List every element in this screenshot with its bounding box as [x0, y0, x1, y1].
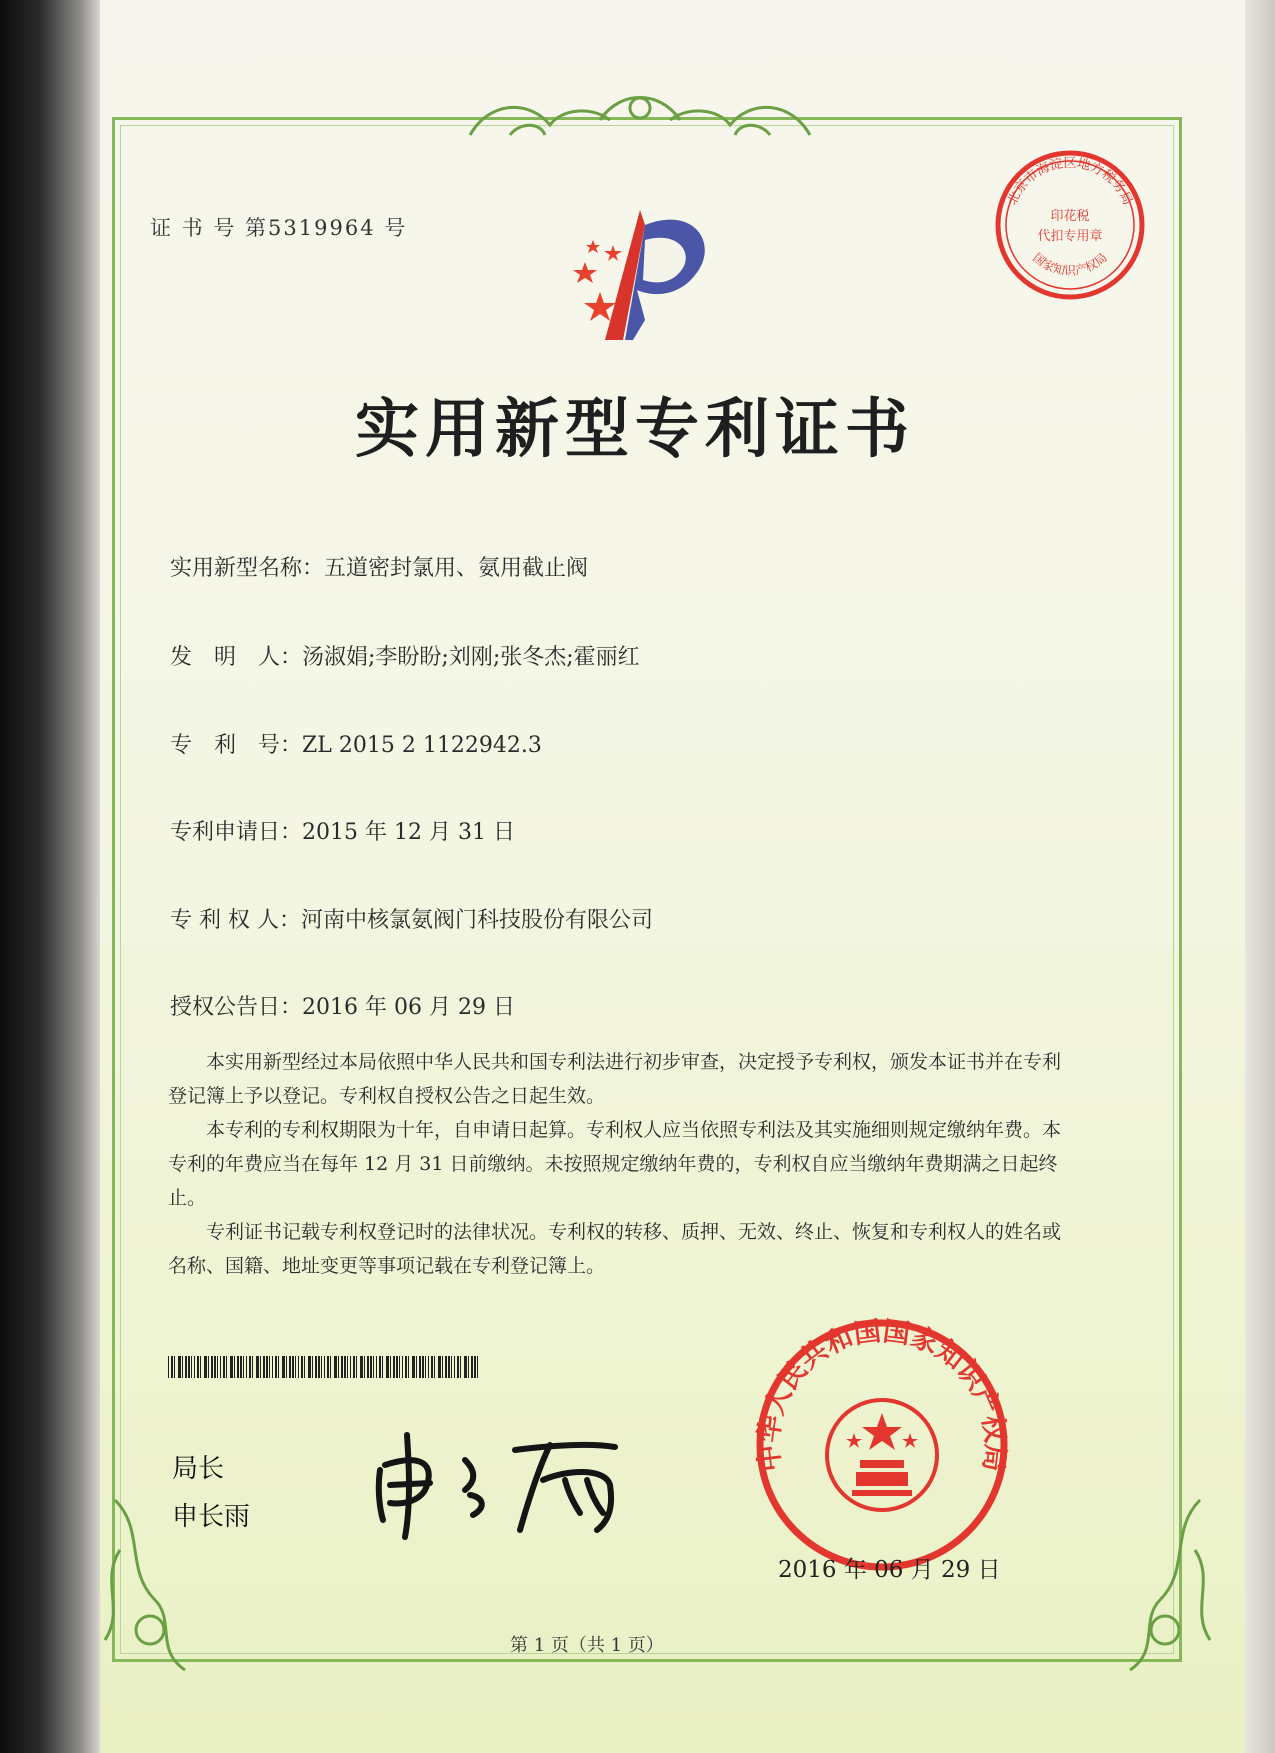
barcode-bar: [460, 1356, 461, 1378]
barcode-bar: [416, 1356, 417, 1378]
barcode-bar: [246, 1356, 247, 1378]
office-seal: [752, 1315, 1012, 1575]
field-value: 五道密封氯用、氨用截止阀: [324, 556, 589, 581]
barcode-bar: [442, 1356, 443, 1378]
field-grant-date: [170, 990, 515, 1021]
barcode-bar: [379, 1356, 381, 1378]
barcode-bar: [360, 1356, 363, 1378]
barcode-bar: [468, 1356, 469, 1378]
barcode-bar: [330, 1356, 331, 1378]
barcode-bar: [445, 1356, 447, 1378]
certificate-inner-border: [120, 125, 1174, 1654]
barcode-bar: [318, 1356, 320, 1378]
barcode-bar: [364, 1356, 365, 1378]
field-value: ZL 2015 2 1122942.3: [302, 733, 542, 758]
barcode-bar: [393, 1356, 395, 1378]
barcode-bar: [223, 1356, 225, 1378]
barcode-bar: [220, 1356, 221, 1378]
field-utility-model-name: [170, 551, 588, 582]
barcode-bar: [263, 1356, 265, 1378]
tax-stamp-inner-1: 印花税: [1050, 209, 1090, 224]
barcode-bar: [428, 1356, 429, 1378]
barcode-bar: [266, 1356, 268, 1378]
field-patent-number: [170, 728, 542, 759]
barcode-bar: [434, 1356, 435, 1378]
barcode-bar: [243, 1356, 244, 1378]
barcode-bar: [269, 1356, 270, 1378]
barcode-bar: [174, 1356, 175, 1378]
field-label: 专 利 号：: [170, 733, 303, 758]
tax-stamp: [990, 145, 1150, 305]
svg-text:中华人民共和国国家知识产权局: [753, 1316, 1010, 1473]
barcode-bar: [454, 1356, 455, 1378]
barcode-bar: [448, 1356, 450, 1378]
field-value: 河南中核氯氨阀门科技股份有限公司: [300, 908, 653, 933]
barcode-bar: [344, 1356, 346, 1378]
barcode-bar: [402, 1356, 403, 1378]
barcode-bar: [252, 1356, 253, 1378]
director-name: 申长雨: [172, 1502, 251, 1532]
barcode-bar: [292, 1356, 294, 1378]
field-label: 专 利 权 人：: [170, 908, 301, 933]
barcode-bar: [327, 1356, 329, 1378]
barcode-bar: [256, 1356, 259, 1378]
barcode-bar: [338, 1356, 339, 1378]
barcode-bar: [341, 1356, 343, 1378]
barcode-bar: [211, 1356, 213, 1378]
barcode-bar: [321, 1356, 322, 1378]
barcode-bar: [272, 1356, 273, 1378]
field-value: 2015 年 12 月 31 日: [302, 820, 515, 845]
barcode-bar: [217, 1356, 218, 1378]
barcode-bar: [350, 1356, 351, 1378]
barcode-bar: [234, 1356, 235, 1378]
barcode-bar: [240, 1356, 242, 1378]
barcode-bar: [178, 1356, 181, 1378]
field-label: 实用新型名称：: [170, 556, 325, 581]
barcode-bar: [188, 1356, 190, 1378]
patent-office-logo-icon: [545, 200, 745, 350]
barcode-bar: [168, 1356, 169, 1378]
barcode-bar: [422, 1356, 424, 1378]
barcode-bar: [308, 1356, 311, 1378]
bottom-right-ornament: [1080, 1490, 1220, 1690]
barcode-bar: [312, 1356, 313, 1378]
barcode-bar: [204, 1356, 207, 1378]
barcode-bar: [194, 1356, 195, 1378]
barcode-bar: [477, 1356, 478, 1378]
paragraph-grant: 本实用新型经过本局依照中华人民共和国专利法进行初步审查，决定授予专利权，颁发本证书并在专利登记簿上予以登记。专利权自授权公告之日起生效。: [168, 1051, 1062, 1107]
paragraph-term: 本专利的专利权期限为十年，自申请日起算。专利权人应当依照专利法及其实施细则规定缴纳年费。本专利的年费应当在每年 12 月 31 日前缴纳。未按照规定缴纳年费的，专利权自应当缴纳年费期满之日起终止。: [168, 1119, 1062, 1209]
field-value: 汤淑娟;李盼盼;刘刚;张冬杰;霍丽红: [302, 645, 640, 670]
svg-text:北京市海淀区地方税务局: [1005, 155, 1135, 207]
barcode-bar: [396, 1356, 398, 1378]
barcode-bar: [438, 1356, 441, 1378]
barcode-bar: [356, 1356, 357, 1378]
seal-date: 2016 年 06 月 29 日: [778, 1557, 1001, 1583]
book-spine-shadow: [0, 0, 100, 1753]
barcode-bar: [191, 1356, 192, 1378]
barcode-bar: [451, 1356, 452, 1378]
barcode-bar: [471, 1356, 473, 1378]
page-footer: 第 1 页（共 1 页）: [510, 1635, 664, 1656]
barcode-bar: [390, 1356, 391, 1378]
barcode-bar: [200, 1356, 201, 1378]
barcode-bar: [289, 1356, 291, 1378]
barcode-bar: [373, 1356, 374, 1378]
barcode-bar: [295, 1356, 296, 1378]
barcode-bar: [334, 1356, 337, 1378]
national-emblem-icon: [846, 1413, 918, 1496]
barcode-bar: [324, 1356, 325, 1378]
barcode-bar: [353, 1356, 355, 1378]
barcode-bar: [382, 1356, 383, 1378]
barcode-bar: [182, 1356, 183, 1378]
barcode-bar: [431, 1356, 433, 1378]
barcode-bar: [278, 1356, 279, 1378]
certificate-number: 证 书 号 第5319964 号: [150, 216, 408, 240]
page-edge: [1245, 0, 1275, 1753]
barcode-bar: [226, 1356, 227, 1378]
barcode-bar: [474, 1356, 476, 1378]
barcode-bar: [399, 1356, 400, 1378]
field-label: 专利申请日：: [170, 820, 303, 845]
barcode-bar: [457, 1356, 459, 1378]
director-signature: [365, 1425, 635, 1545]
barcode-bar: [425, 1356, 426, 1378]
barcode-bar: [260, 1356, 261, 1378]
barcode-bar: [376, 1356, 377, 1378]
barcode-bar: [408, 1356, 409, 1378]
barcode-bar: [347, 1356, 348, 1378]
field-patentee: [170, 903, 653, 934]
barcode-bar: [405, 1356, 407, 1378]
barcode-bar: [464, 1356, 467, 1378]
barcode-bar: [286, 1356, 287, 1378]
barcode-bar: [370, 1356, 372, 1378]
barcode-bar: [275, 1356, 277, 1378]
barcode-bar: [386, 1356, 389, 1378]
barcode-bar: [185, 1356, 187, 1378]
certificate-title: 实用新型专利证书: [355, 392, 915, 467]
barcode: [168, 1356, 480, 1378]
field-value: 2016 年 06 月 29 日: [302, 995, 515, 1020]
barcode-bar: [315, 1356, 317, 1378]
barcode-bar: [298, 1356, 299, 1378]
barcode-bar: [237, 1356, 239, 1378]
barcode-bar: [282, 1356, 285, 1378]
certificate-body: [168, 1045, 1078, 1283]
barcode-bar: [249, 1356, 251, 1378]
barcode-bar: [412, 1356, 415, 1378]
field-label: 发 明 人：: [170, 645, 303, 670]
barcode-bar: [171, 1356, 173, 1378]
field-label: 授权公告日：: [170, 995, 303, 1020]
barcode-bar: [367, 1356, 369, 1378]
barcode-bar: [419, 1356, 421, 1378]
field-inventors: [170, 640, 640, 671]
barcode-bar: [214, 1356, 216, 1378]
tax-stamp-bottom-text: 国家知识产权局: [1030, 250, 1110, 278]
barcode-bar: [301, 1356, 303, 1378]
field-application-date: [170, 815, 515, 846]
barcode-bar: [208, 1356, 209, 1378]
tax-stamp-inner-2: 代扣专用章: [1037, 229, 1103, 244]
paragraph-legal-status: 专利证书记载专利权登记时的法律状况。专利权的转移、质押、无效、终止、恢复和专利权人的姓名或名称、国籍、地址变更等事项记载在专利登记簿上。: [168, 1221, 1062, 1277]
top-ornament: [450, 80, 830, 150]
barcode-bar: [304, 1356, 305, 1378]
barcode-bar: [230, 1356, 233, 1378]
tax-stamp-outer-text: 北京市海淀区地方税务局: [1004, 156, 1136, 208]
office-seal-text: 中华人民共和国国家知识产权局: [753, 1316, 1011, 1474]
svg-text:国家知识产权局: [1030, 250, 1110, 277]
barcode-bar: [197, 1356, 199, 1378]
director-title: 局长: [172, 1454, 225, 1484]
